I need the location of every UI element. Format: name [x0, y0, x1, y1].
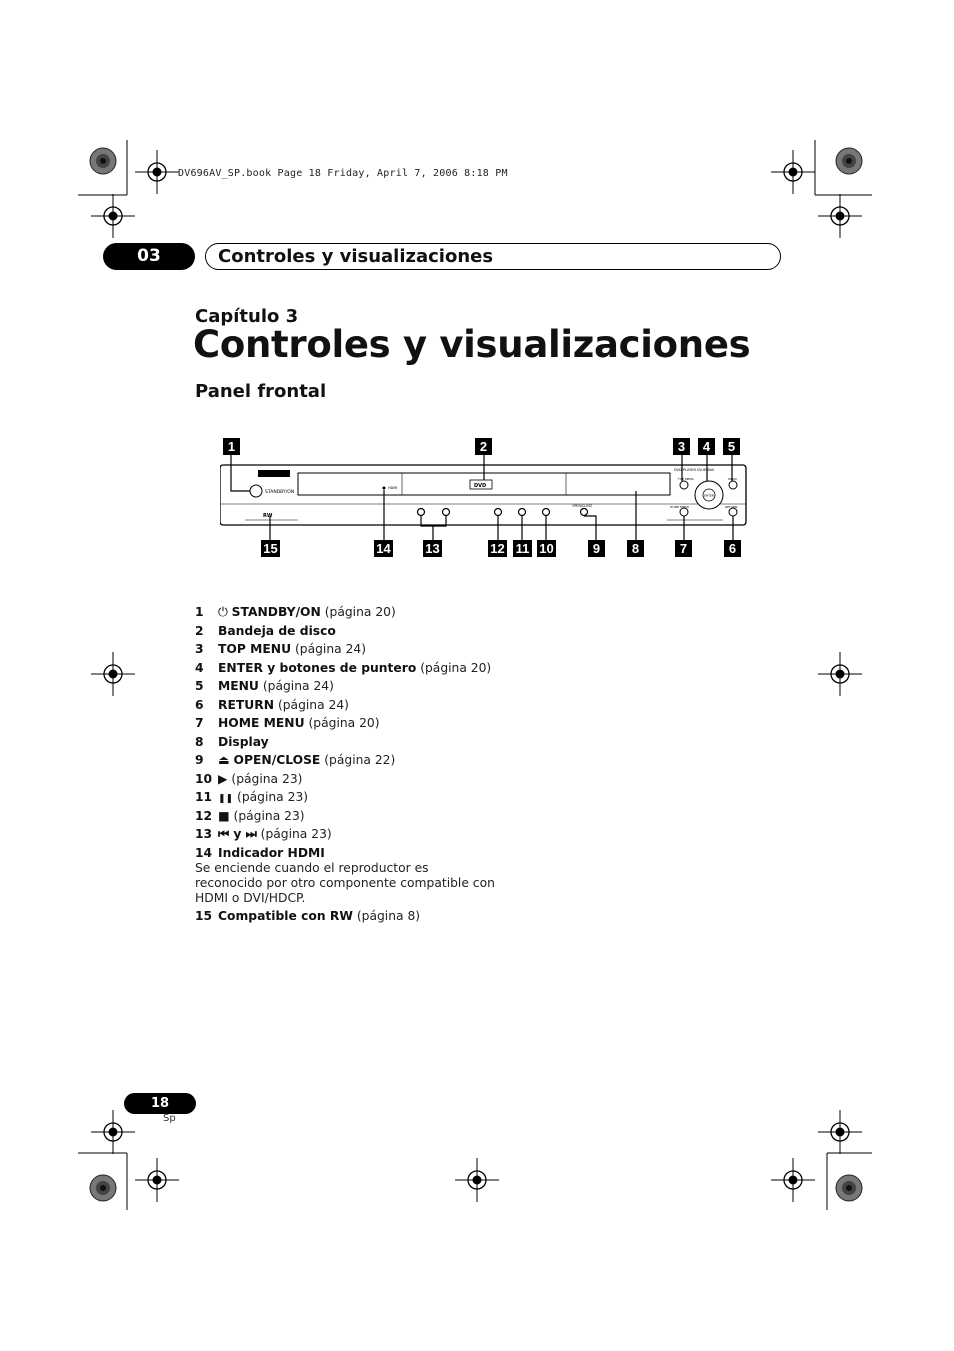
- menu-button: [729, 481, 737, 489]
- callout-3: 3: [677, 439, 686, 454]
- callout-9: 9: [592, 541, 601, 556]
- return-button: [729, 508, 737, 516]
- pause-button: [519, 509, 526, 516]
- standby-panel-label: STANDBY/ON: [265, 490, 295, 495]
- callout-8: 8: [631, 541, 640, 556]
- front-panel-diagram: [220, 436, 760, 566]
- next-button: [443, 509, 450, 516]
- chapter-label: Capítulo 3: [195, 306, 299, 327]
- return-panel-label: RETURN: [725, 505, 738, 509]
- menu-panel-label: MENU: [728, 477, 737, 481]
- home-menu-button: [680, 508, 688, 516]
- top-menu-panel-label: TOP MENU: [678, 477, 694, 481]
- callout-11: 11: [515, 541, 530, 556]
- callout-14: 14: [376, 541, 391, 556]
- pioneer-logo: [258, 470, 290, 477]
- open-close-panel-label: OPEN/CLOSE: [572, 504, 593, 508]
- callout-10: 10: [539, 541, 554, 556]
- hdmi-indicator: [383, 487, 386, 490]
- player-label: DVD PLAYER DV-696AV: [674, 468, 715, 472]
- hdmi-description: Se enciende cuando el reproductor es reconocido por otro componente compatible con HDMI o DVI/HDCP.: [195, 861, 495, 905]
- callout-2: 2: [479, 439, 488, 454]
- dvd-logo: DVD: [474, 483, 487, 489]
- callout-15: 15: [263, 541, 278, 556]
- enter-panel-label: ENTER: [704, 493, 714, 498]
- callout-6: 6: [728, 541, 737, 556]
- chapter-title-bar: Controles y visualizaciones: [205, 243, 781, 270]
- book-file-line: DV696AV_SP.book Page 18 Friday, April 7, 2006 8:18 PM: [178, 168, 508, 179]
- page-language: Sp: [163, 1113, 176, 1124]
- callout-5: 5: [727, 439, 736, 454]
- standby-button: [250, 485, 262, 497]
- callout-4: 4: [702, 439, 711, 454]
- page-title: Controles y visualizaciones: [193, 323, 751, 366]
- page-number-badge: 18: [124, 1093, 196, 1114]
- rw-logo: RW: [263, 513, 273, 519]
- callout-13: 13: [425, 541, 440, 556]
- play-button: [543, 509, 550, 516]
- callout-1: 1: [227, 439, 236, 454]
- hdmi-panel-label: HDMI: [388, 486, 398, 490]
- open-close-button: [581, 509, 588, 516]
- callout-12: 12: [490, 541, 505, 556]
- section-title: Panel frontal: [195, 381, 327, 402]
- prev-button: [418, 509, 425, 516]
- home-menu-panel-label: HOME MENU: [670, 505, 689, 509]
- top-menu-button: [680, 481, 688, 489]
- stop-button: [495, 509, 502, 516]
- chapter-number-badge: 03: [103, 243, 195, 270]
- callout-7: 7: [679, 541, 688, 556]
